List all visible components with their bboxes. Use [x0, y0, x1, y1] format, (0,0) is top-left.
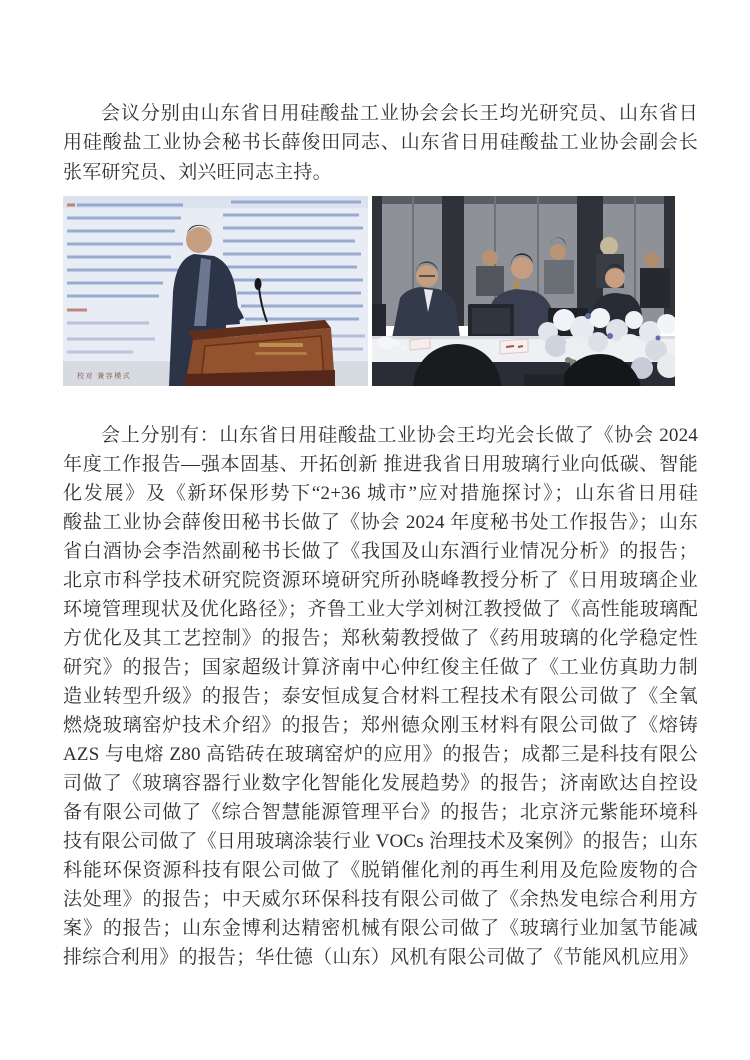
body-paragraph: [63, 421, 698, 972]
body-line: 技有限公司做了《日用玻璃涂装行业 VOCs 治理技术及案例》的报告；山东: [63, 831, 698, 853]
conference-attendees-photo: [372, 196, 675, 386]
body-line: 方优化及其工艺控制》的报告；郑秋菊教授做了《药用玻璃的化学稳定性: [63, 628, 698, 650]
intro-line: 用硅酸盐工业协会秘书长薛俊田同志、山东省日用硅酸盐工业协会副会长: [63, 132, 698, 154]
body-line: 研究》的报告；国家超级计算济南中心仲红俊主任做了《工业仿真助力制: [63, 657, 698, 679]
body-line: 会上分别有：山东省日用硅酸盐工业协会王均光会长做了《协会 2024: [101, 425, 698, 447]
body-line: 年度工作报告—强本固基、开拓创新 推进我省日用玻璃行业向低碳、智能: [63, 454, 698, 476]
body-line: 省白酒协会李浩然副秘书长做了《我国及山东酒行业情况分析》的报告；: [63, 541, 698, 563]
body-line: 司做了《玻璃容器行业数字化智能化发展趋势》的报告；济南欧达自控设: [63, 773, 698, 795]
body-line: 燃烧玻璃窑炉技术介绍》的报告；郑州德众刚玉材料有限公司做了《熔铸: [63, 715, 698, 737]
body-line: 化发展》及《新环保形势下“2+36 城市”应对措施探讨》；山东省日用硅: [63, 483, 698, 505]
slide-statusbar-text: 校对 兼容模式: [77, 372, 132, 381]
body-line: 案》的报告；山东金博利达精密机械有限公司做了《玻璃行业加氢节能减: [63, 918, 698, 940]
speaker-at-podium-photo: [63, 196, 368, 386]
intro-paragraph: [63, 99, 698, 187]
body-line: 法处理》的报告；中天威尔环保科技有限公司做了《余热发电综合利用方: [63, 889, 698, 911]
body-line: 排综合利用》的报告；华仕德（山东）风机有限公司做了《节能风机应用》: [63, 947, 698, 969]
body-line: 环境管理现状及优化路径》；齐鲁工业大学刘树江教授做了《高性能玻璃配: [63, 599, 698, 621]
body-line: 科能环保资源科技有限公司做了《脱销催化剂的再生利用及危险废物的合: [63, 860, 698, 882]
photo-row: [63, 196, 698, 386]
body-line: 备有限公司做了《综合智慧能源管理平台》的报告；北京济元紫能环境科: [63, 802, 698, 824]
podium: [185, 320, 335, 386]
body-line: 酸盐工业协会薛俊田秘书长做了《协会 2024 年度秘书处工作报告》；山东: [63, 512, 698, 534]
body-line: AZS 与电熔 Z80 高锆砖在玻璃窑炉的应用》的报告；成都三是科技有限公: [63, 744, 698, 766]
intro-line: 会议分别由山东省日用硅酸盐工业协会会长王均光研究员、山东省日: [101, 103, 698, 124]
intro-line: 张军研究员、刘兴旺同志主持。: [63, 161, 332, 183]
body-line: 北京市科学技术研究院资源环境研究所孙晓峰教授分析了《日用玻璃企业: [63, 570, 698, 592]
body-line: 造业转型升级》的报告；泰安恒成复合材料工程技术有限公司做了《全氧: [63, 686, 698, 708]
